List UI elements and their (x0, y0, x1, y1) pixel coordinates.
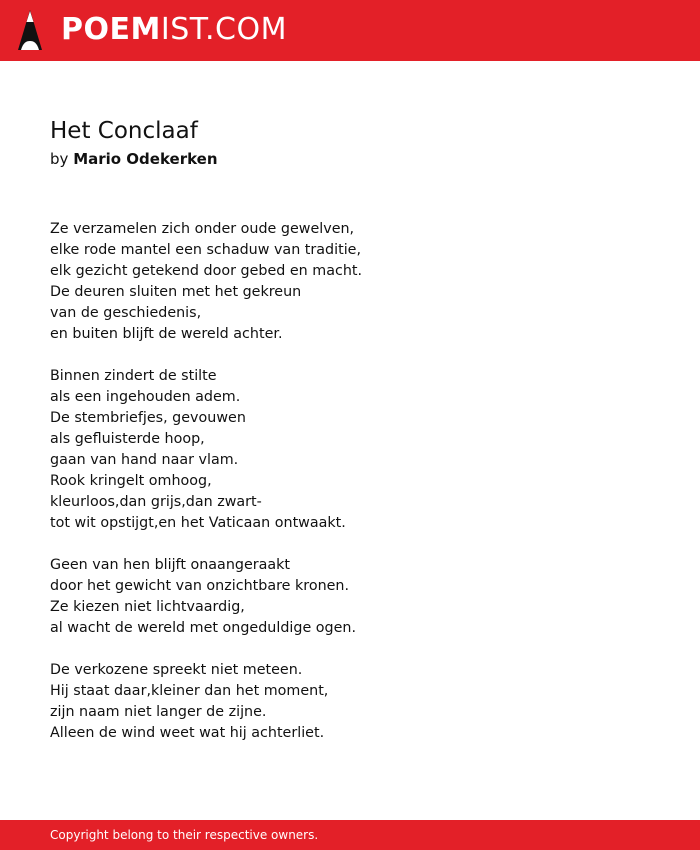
poem-line: zijn naam niet langer de zijne. (50, 704, 267, 720)
poem-line: Geen van hen blijft onaangeraakt (50, 557, 291, 573)
poem-byline (50, 149, 218, 169)
poem-line: Alleen de wind weet wat hij achterliet. (50, 725, 325, 741)
poem-line: als gefluisterde hoop, (50, 431, 205, 447)
poem-line: van de geschiedenis, (50, 305, 202, 321)
by-label: by (50, 150, 69, 168)
site-logo-text[interactable] (61, 12, 287, 48)
site-header (0, 0, 700, 61)
site-footer (0, 820, 700, 850)
poem-line: tot wit opstijgt,en het Vaticaan ontwaakt. (50, 515, 346, 531)
poem-line: Rook kringelt omhoog, (50, 473, 212, 489)
poem-line: als een ingehouden adem. (50, 389, 241, 405)
poem-title: Het Conclaaf (50, 118, 198, 144)
logo-light-part: IST.COM (160, 12, 287, 47)
poem-line: al wacht de wereld met ongeduldige ogen. (50, 620, 357, 636)
poem-line: Hij staat daar,kleiner dan het moment, (50, 683, 329, 699)
poem-line: elk gezicht getekend door gebed en macht. (50, 263, 363, 279)
poem-line: Ze verzamelen zich onder oude gewelven, (50, 221, 355, 237)
poem-line: De deuren sluiten met het gekreun (50, 284, 302, 300)
poem-line: Ze kiezen niet lichtvaardig, (50, 599, 245, 615)
stanza-3 (50, 555, 362, 639)
poem-line: gaan van hand naar vlam. (50, 452, 239, 468)
author-name: Mario Odekerken (73, 150, 218, 168)
stanza-2 (50, 366, 362, 534)
stanza-4 (50, 660, 362, 744)
poem-line: door het gewicht van onzichtbare kronen. (50, 578, 350, 594)
poem-line: kleurloos,dan grijs,dan zwart- (50, 494, 262, 510)
poem-line: Binnen zindert de stilte (50, 368, 217, 384)
stanza-1 (50, 219, 362, 345)
poem-body (50, 219, 362, 744)
copyright-text: Copyright belong to their respective owners. (50, 828, 319, 842)
poem-line: De verkozene spreekt niet meteen. (50, 662, 303, 678)
pencil-tip-icon[interactable] (17, 10, 43, 52)
poem-line: De stembriefjes, gevouwen (50, 410, 246, 426)
logo-bold-part: POEM (61, 12, 161, 47)
poem-line: elke rode mantel een schaduw van traditie, (50, 242, 362, 258)
poem-line: en buiten blijft de wereld achter. (50, 326, 283, 342)
